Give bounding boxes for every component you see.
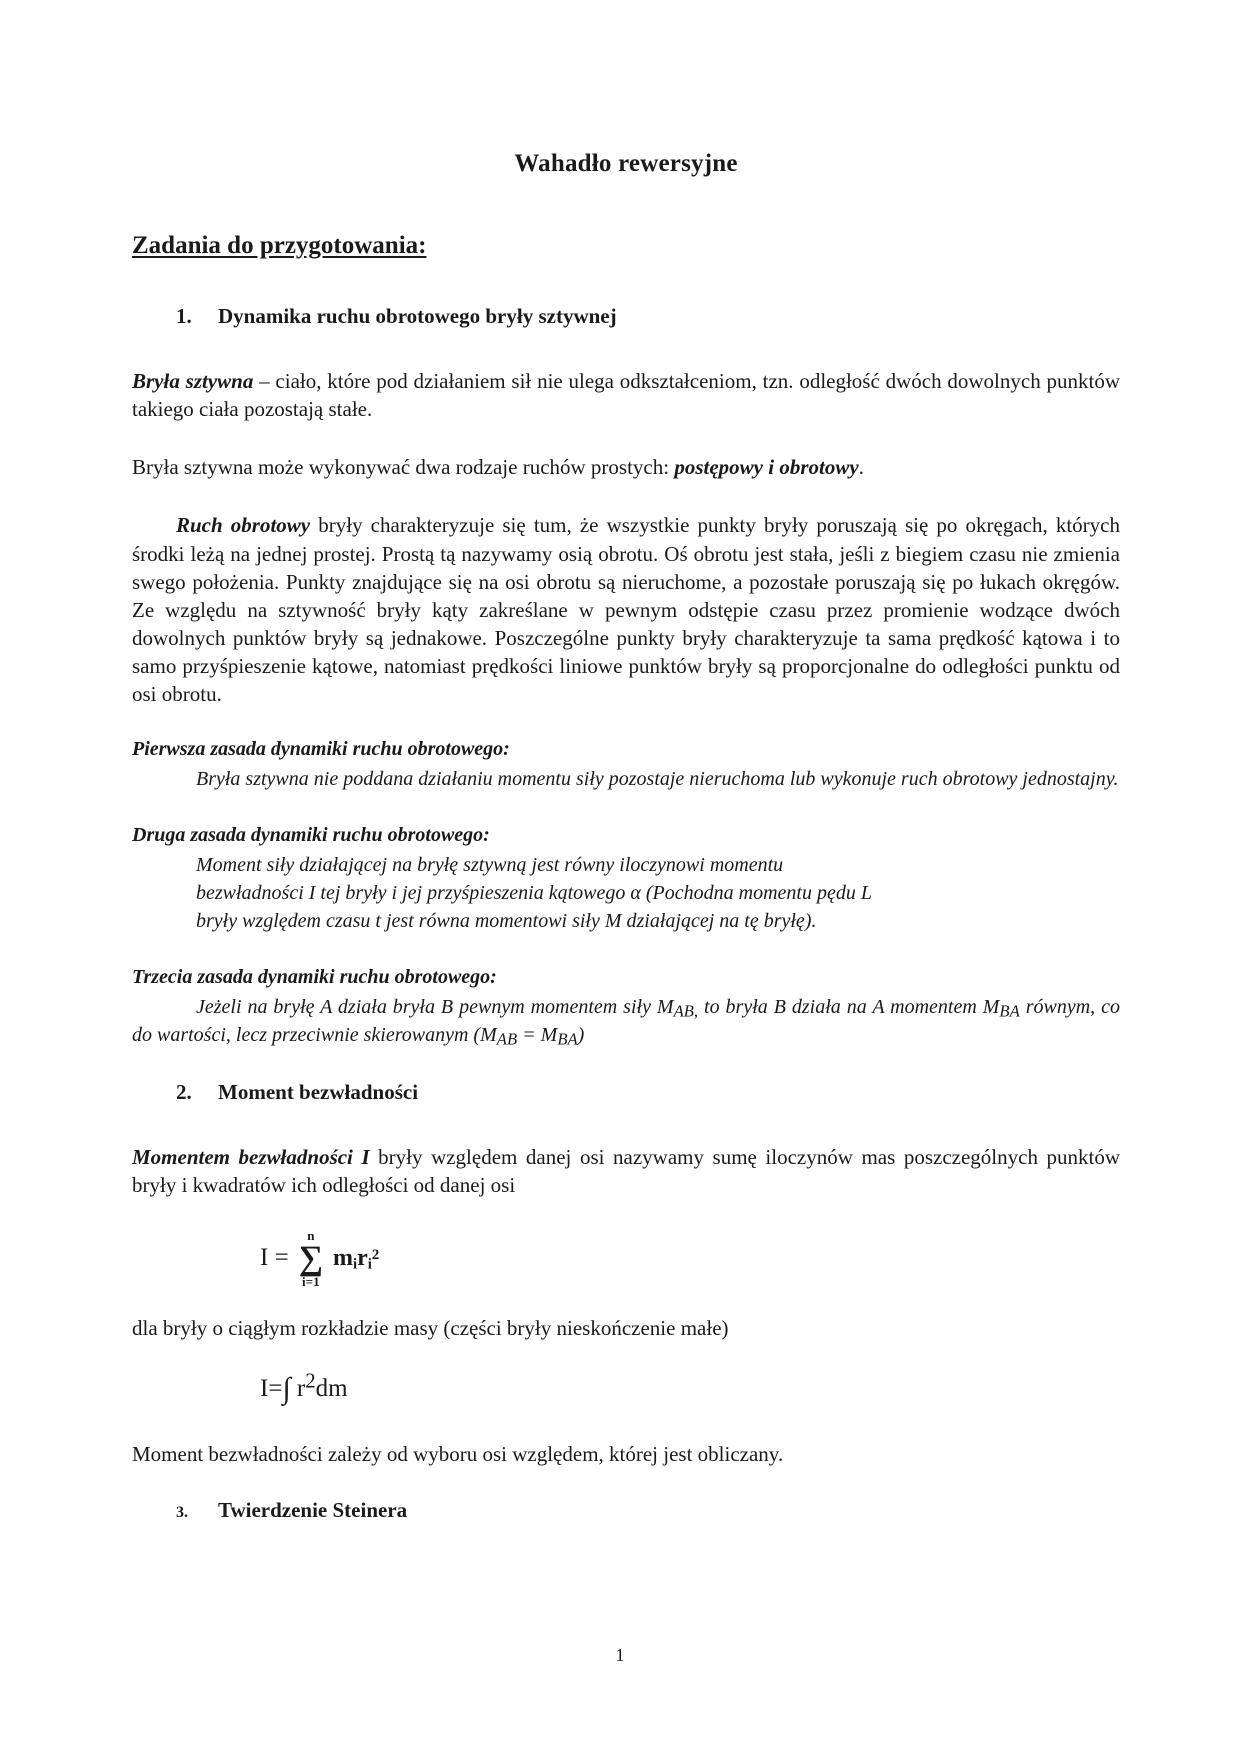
moment-ab-second-base: M <box>480 1024 497 1047</box>
formula-sum-term <box>333 1245 379 1272</box>
summation-upper-limit: n <box>307 1227 315 1243</box>
moment-ba-second-base: M <box>540 1024 558 1047</box>
list-item-2-number: 2. <box>176 1079 192 1104</box>
summation-operator <box>299 1229 323 1288</box>
law-third-text-c: równym, co do wartości, lecz przeciwnie skierowanym ( <box>132 995 1120 1047</box>
moment-ab-second-subscript: AB <box>496 1029 518 1049</box>
term-rotational-motion: Ruch obrotowy <box>176 513 311 538</box>
moment-ab-first-subscript: AB, <box>673 1001 699 1021</box>
list-item-1-label: Dynamika ruchu obrotowego bryły sztywnej <box>218 304 617 328</box>
law-third-text-a: Jeżeli na bryłę A działa bryła B pewnym momentem siły <box>196 995 657 1018</box>
paragraph-rotational-motion <box>132 511 1120 708</box>
law-third-text-b: to bryła B działa na A momentem <box>698 995 983 1018</box>
law-second-line-1: Moment siły działającej na bryłę sztywną jest równy iloczynowi momentu <box>196 853 784 876</box>
text-rigid-body-definition: – ciało, które pod działaniem sił nie ulega odkształceniom, tzn. odległość dwóch dowolnych punktów takiego ciała pozostają stałe. <box>132 369 1120 422</box>
formula-radius-subscript: i <box>367 1256 372 1273</box>
moment-ba-second <box>540 1024 578 1049</box>
formula-mass-symbol: m <box>332 1244 353 1271</box>
alpha-symbol: α <box>630 882 641 905</box>
moment-ba-second-subscript: BA <box>557 1029 578 1049</box>
page-title: Wahadło rewersyjne <box>514 150 738 177</box>
section-heading-tasks: Zadania do przygotowania: <box>132 232 427 259</box>
moment-ba-first-base: M <box>982 995 1000 1018</box>
law-first-body: Bryła sztywna nie poddana działaniu momentu siły pozostaje nieruchoma lub wykonuje ruch obrotowy jednostajny. <box>196 768 1119 791</box>
paragraph-rigid-body-definition <box>132 367 1120 423</box>
paragraph-continuous-mass: dla bryły o ciągłym rozkładzie masy (części bryły nieskończenie małe) <box>132 1316 729 1341</box>
paragraph-inertia-definition <box>132 1143 1120 1199</box>
list-item-3 <box>132 1498 1120 1523</box>
sigma-icon: ∑ <box>298 1239 323 1277</box>
text-two-motions-end: . <box>858 455 864 480</box>
law-third-body <box>132 993 1120 1050</box>
formula-moment-of-inertia-sum <box>132 1229 1120 1288</box>
text-rotational-motion: bryły charakteryzuje się tum, że wszystkie punkty bryły poruszają się po okręgach, których środki leżą na jednej prostej. Prostą tą nazywamy osią obrotu. Oś obrotu jest stała, jeśli z biegiem czasu nie zmienia swego położenia. Punkty znajdujące się na osi obrotu są nieruchome, a pozostałe poruszają się po łukach okręgów. Ze względu na sztywność bryły kąty zakreślane w pewnym odstępie czasu przez promienie wodzące dwóch dowolnych punktów bryły są jednakowe. Poszczególne punkty bryły charakteryzuje ta sama prędkość kątowa i to samo przyśpieszenie kątowe, natomiast prędkości liniowe punktów bryły są proporcjonalne do odległości punktu od osi obrotu. <box>132 513 1120 707</box>
formula-mass-subscript: i <box>352 1256 358 1273</box>
moment-ba-first <box>982 995 1020 1021</box>
text-two-motions-lead: Bryła sztywna może wykonywać dwa rodzaje ruchów prostych: <box>132 455 675 480</box>
list-item-3-number: 3. <box>176 1504 188 1522</box>
list-item-1 <box>132 304 1120 329</box>
page-number: 1 <box>615 1645 625 1665</box>
formula-radius-symbol: r <box>357 1244 368 1271</box>
formula-integral-exponent: 2 <box>305 1368 316 1393</box>
law-second-line-2a: bezwładności I tej bryły i jej przyśpieszenia kątowego <box>196 882 631 905</box>
formula-radius-exponent: 2 <box>371 1246 380 1263</box>
term-moment-of-inertia: Momentem bezwładności I <box>132 1144 370 1169</box>
law-second-title: Druga zasada dynamiki ruchu obrotowego: <box>132 823 490 846</box>
moment-ab-first-base: M <box>656 995 674 1018</box>
moment-ab-second <box>480 1024 518 1049</box>
integral-icon: ∫ <box>282 1372 291 1406</box>
paragraph-two-motions <box>132 453 1120 481</box>
paragraph-inertia-depends-on-axis: Moment bezwładności zależy od wyboru osi względem, której jest obliczany. <box>132 1442 784 1467</box>
list-item-2 <box>132 1080 1120 1105</box>
text-inertia-definition: bryły względem danej osi nazywamy sumę iloczynów mas poszczególnych punktów bryły i kwadratów ich odległości od danej osi <box>132 1144 1120 1197</box>
law-third-text-d: ) <box>577 1024 585 1047</box>
formula-integral-lhs: I= <box>260 1375 283 1403</box>
law-third-title: Trzecia zasada dynamiki ruchu obrotowego: <box>132 965 497 988</box>
moment-ba-first-subscript: BA <box>999 1001 1020 1021</box>
formula-integral-radius: r <box>290 1375 306 1403</box>
moment-ab-first <box>656 995 699 1021</box>
formula-integral-dm: dm <box>315 1375 348 1403</box>
law-third-equals: = <box>517 1024 541 1047</box>
law-second-line-2b: (Pochodna momentu pędu L <box>640 882 872 905</box>
formula-moment-of-inertia-integral <box>132 1368 1120 1406</box>
law-first-title: Pierwsza zasada dynamiki ruchu obrotowego: <box>132 738 510 761</box>
term-rigid-body: Bryła sztywna <box>132 369 254 393</box>
summation-lower-limit: i=1 <box>302 1274 320 1290</box>
list-item-3-label: Twierdzenie Steinera <box>218 1498 408 1523</box>
formula-sum-lhs: I = <box>260 1244 289 1272</box>
list-item-1-number: 1. <box>176 304 192 328</box>
law-second-body <box>196 851 1120 936</box>
list-item-2-label: Moment bezwładności <box>218 1079 419 1104</box>
term-motions-types: postępowy i obrotowy <box>674 455 859 480</box>
law-second-line-3: bryły względem czasu t jest równa momentowi siły M działającej na tę bryłę). <box>196 910 817 933</box>
